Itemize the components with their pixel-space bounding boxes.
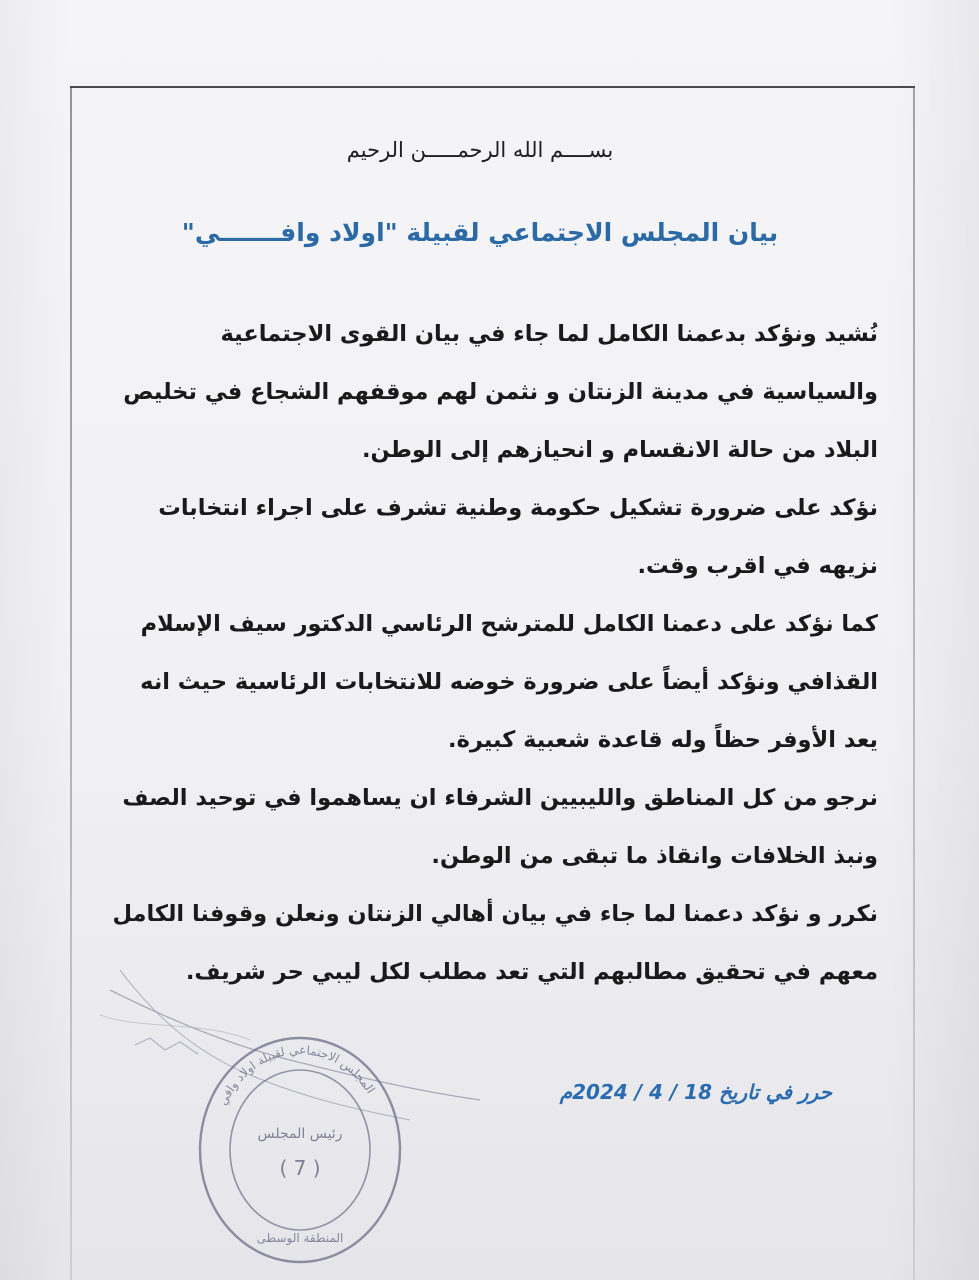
page-shadow-left xyxy=(0,0,70,1280)
official-stamp xyxy=(190,1030,410,1270)
stamp-inner-number: ( 7 ) xyxy=(279,1156,321,1180)
left-border-line xyxy=(70,87,72,1280)
stamp-bottom-text: المنطقة الوسطى xyxy=(256,1231,344,1245)
top-border-line xyxy=(70,86,915,88)
stamp-inner-title: رئيس المجلس xyxy=(257,1126,343,1142)
statement-title: بيان المجلس الاجتماعي لقبيلة "اولاد وافـــــــي" xyxy=(181,218,779,247)
page-shadow-right xyxy=(889,0,979,1280)
body-line: نؤكد على ضرورة تشكيل حكومة وطنية تشرف على اجراء انتخابات xyxy=(158,495,878,521)
body-line: ونبذ الخلافات وانقاذ ما تبقى من الوطن. xyxy=(431,843,878,869)
right-border-line xyxy=(913,87,915,1280)
body-line: نرجو من كل المناطق والليبيين الشرفاء ان يساهموا في توحيد الصف xyxy=(122,785,878,811)
statement-body xyxy=(112,305,878,1001)
basmala-heading: بســــم الله الرحمـــــن الرحيم xyxy=(346,138,614,162)
body-line: القذافي ونؤكد أيضاً على ضرورة خوضه للانتخابات الرئاسية حيث انه xyxy=(140,669,878,695)
body-line: كما نؤكد على دعمنا الكامل للمترشح الرئاسي الدكتور سيف الإسلام xyxy=(140,611,878,637)
stamp-ring-text: المجلس الاجتماعي لقبيلة اولاد وافي xyxy=(215,1042,378,1108)
body-line: يعد الأوفر حظاً وله قاعدة شعبية كبيرة. xyxy=(448,727,878,753)
body-line: والسياسية في مدينة الزنتان و نثمن لهم موقفهم الشجاع في تخليص xyxy=(123,379,878,405)
body-line: معهم في تحقيق مطالبهم التي تعد مطلب لكل ليبي حر شريف. xyxy=(185,959,878,985)
body-line: نزيهه في اقرب وقت. xyxy=(637,553,878,579)
body-line: نُشيد ونؤكد بدعمنا الكامل لما جاء في بيان القوى الاجتماعية xyxy=(220,321,878,347)
issue-date: حرر في تاريخ 18 / 4 / 2024م xyxy=(559,1080,832,1104)
body-line: البلاد من حالة الانقسام و انحيازهم إلى الوطن. xyxy=(361,437,878,463)
body-line: نكرر و نؤكد دعمنا لما جاء في بيان أهالي الزنتان ونعلن وقوفنا الكامل xyxy=(112,901,878,927)
